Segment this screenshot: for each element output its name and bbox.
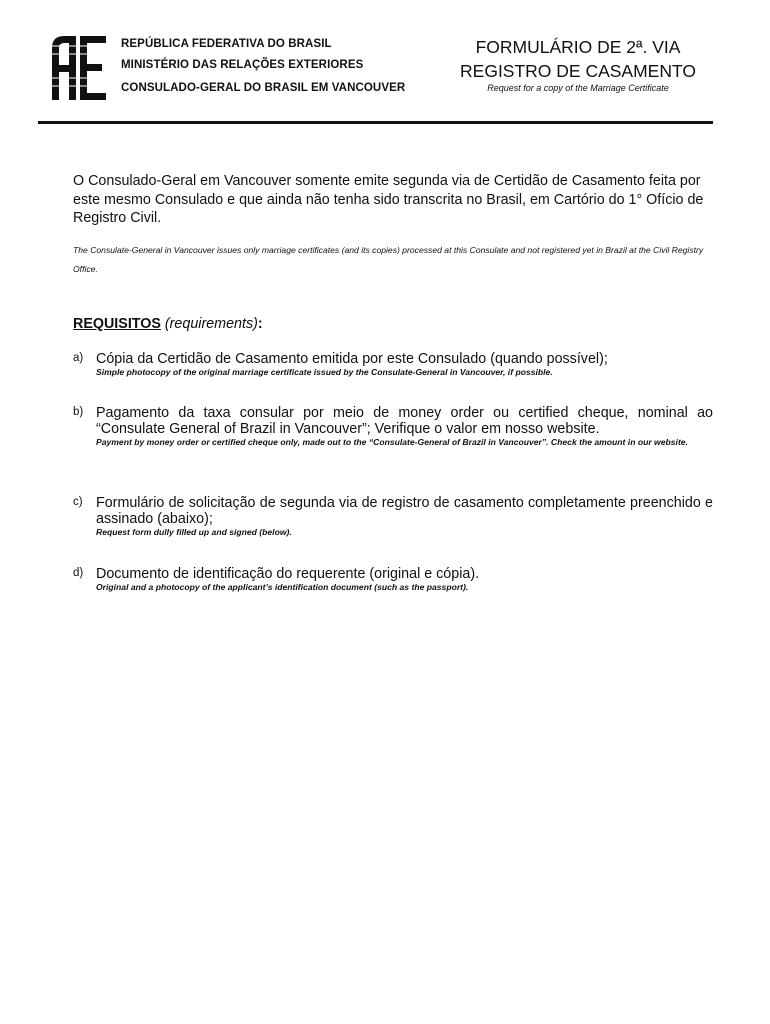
- requirement-item-d: [73, 566, 713, 596]
- requirement-item-b: [73, 405, 713, 451]
- org-line-consulado: CONSULADO-GERAL DO BRASIL EM VANCOUVER: [121, 82, 406, 94]
- requirement-text-pt: Formulário de solicitação de segunda via de registro de casamento completamente preenchido e assinado (abaixo);: [96, 495, 713, 527]
- requirement-letter: a): [73, 352, 84, 364]
- requirements-heading: [73, 316, 263, 332]
- requirement-text-en: Original and a photocopy of the applicant’s identification document (such as the passport).: [96, 582, 469, 592]
- form-title-line2: REGISTRO DE CASAMENTO: [460, 61, 696, 81]
- org-line-republica: REPÚBLICA FEDERATIVA DO BRASIL: [121, 38, 332, 50]
- requirement-text-pt: Pagamento da taxa consular por meio de money order ou certified cheque, nominal ao “Consulate General of Brazil in Vancouver”; Verifique o valor em nosso website.: [96, 405, 713, 437]
- requirement-item-c: [73, 495, 713, 541]
- consulate-logo-icon: [50, 34, 108, 100]
- requirements-heading-colon: :: [257, 316, 263, 332]
- requirements-heading-pt: REQUISITOS: [73, 316, 161, 332]
- requirement-text-en: Payment by money order or certified cheque only, made out to the “Consulate-General of Brazil in Vancouver”. Check the amount in our website.: [96, 437, 688, 447]
- org-line-ministerio: MINISTÉRIO DAS RELAÇÕES EXTERIORES: [121, 59, 364, 71]
- requirement-text-en: Request form dully filled up and signed (below).: [96, 527, 292, 537]
- header-divider: [38, 121, 713, 124]
- requirement-letter: d): [73, 567, 84, 579]
- intro-text-en: The Consulate-General in Vancouver issues only marriage certificates (and its copies) processed at this Consulate and not registered yet in Brazil at the Civil Registry Office.: [73, 245, 704, 274]
- requirements-heading-en: (requirements): [164, 316, 258, 332]
- form-title-line1: FORMULÁRIO DE 2ª. VIA: [475, 37, 681, 57]
- requirement-item-a: [73, 351, 713, 381]
- form-subtitle: Request for a copy of the Marriage Certificate: [487, 83, 669, 93]
- requirement-text-pt: Documento de identificação do requerente (original e cópia).: [96, 566, 480, 582]
- requirement-text-en: Simple photocopy of the original marriage certificate issued by the Consulate-General in Vancouver, if possible.: [96, 367, 553, 377]
- intro-text-pt: O Consulado-Geral em Vancouver somente emite segunda via de Certidão de Casamento feita por este mesmo Consulado e que ainda não tenha sido transcrita no Brasil, em Cartório do 1° Ofício de Registro Civil.: [73, 173, 704, 226]
- requirement-letter: c): [73, 496, 83, 508]
- requirement-text-pt: Cópia da Certidão de Casamento emitida por este Consulado (quando possível);: [96, 351, 608, 367]
- requirement-letter: b): [73, 406, 84, 418]
